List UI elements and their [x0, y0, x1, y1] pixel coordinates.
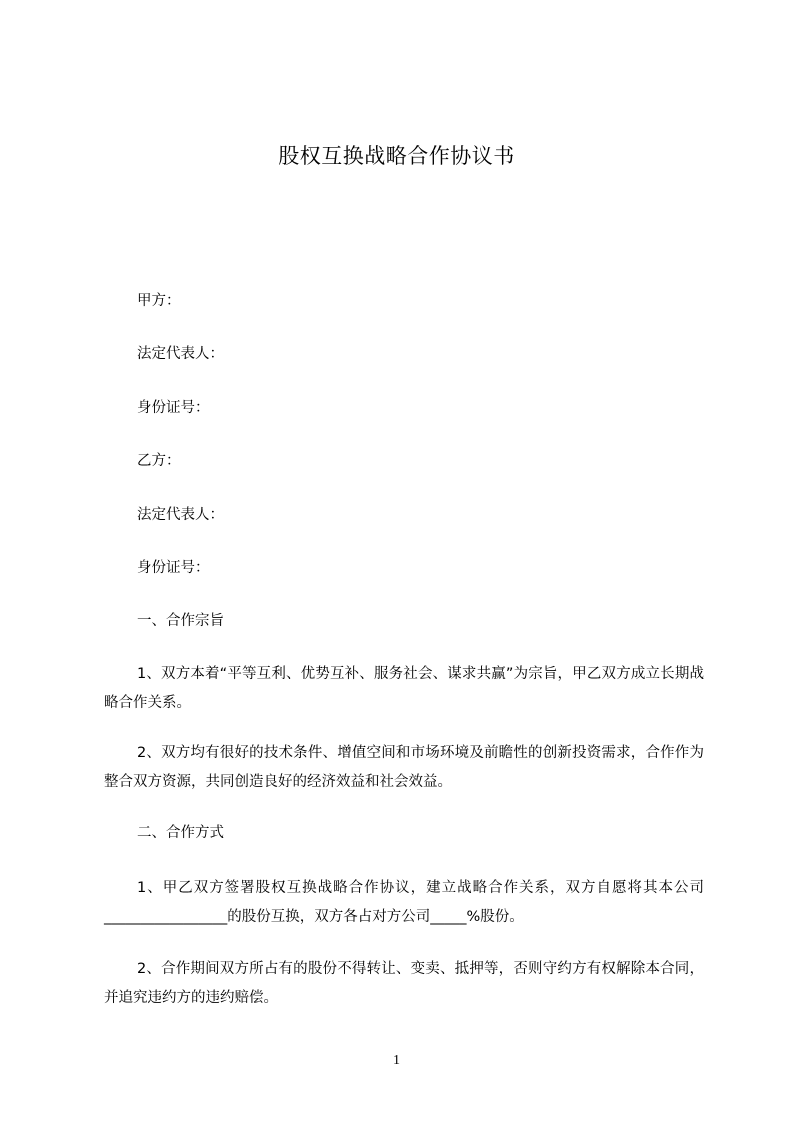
section-2-item-2: 2、合作期间双方所占有的股份不得转让、变卖、抵押等，否则守约方有权解除本合同，并追究违约方的违约赔偿。 [104, 961, 704, 1006]
party-a-id-label: 身份证号： [137, 400, 210, 416]
party-a-label: 甲方： [137, 293, 181, 309]
section-2-heading: 二、合作方式 [137, 825, 224, 841]
party-b-id-label: 身份证号： [137, 560, 210, 576]
party-a-representative-label: 法定代表人： [137, 346, 224, 362]
document-title: 股权互换战略合作协议书 [278, 144, 515, 168]
party-b-representative-label: 法定代表人： [137, 507, 224, 523]
party-b-label: 乙方： [137, 453, 181, 469]
page-number: 1 [393, 1053, 400, 1068]
section-1-item-1: 1、双方本着“平等互利、优势互补、服务社会、谋求共赢”为宗旨，甲乙双方成立长期战略合作关系。 [104, 666, 704, 711]
section-1-heading: 一、合作宗旨 [137, 613, 224, 629]
section-2-item-1: 1、甲乙双方签署股权互换战略合作协议，建立战略合作关系，双方自愿将其本公司_________________的股份互换，双方各占对方公司_____%股份。 [104, 880, 704, 925]
section-1-item-2: 2、双方均有很好的技术条件、增值空间和市场环境及前瞻性的创新投资需求，合作作为整合双方资源，共同创造良好的经济效益和社会效益。 [104, 745, 704, 790]
